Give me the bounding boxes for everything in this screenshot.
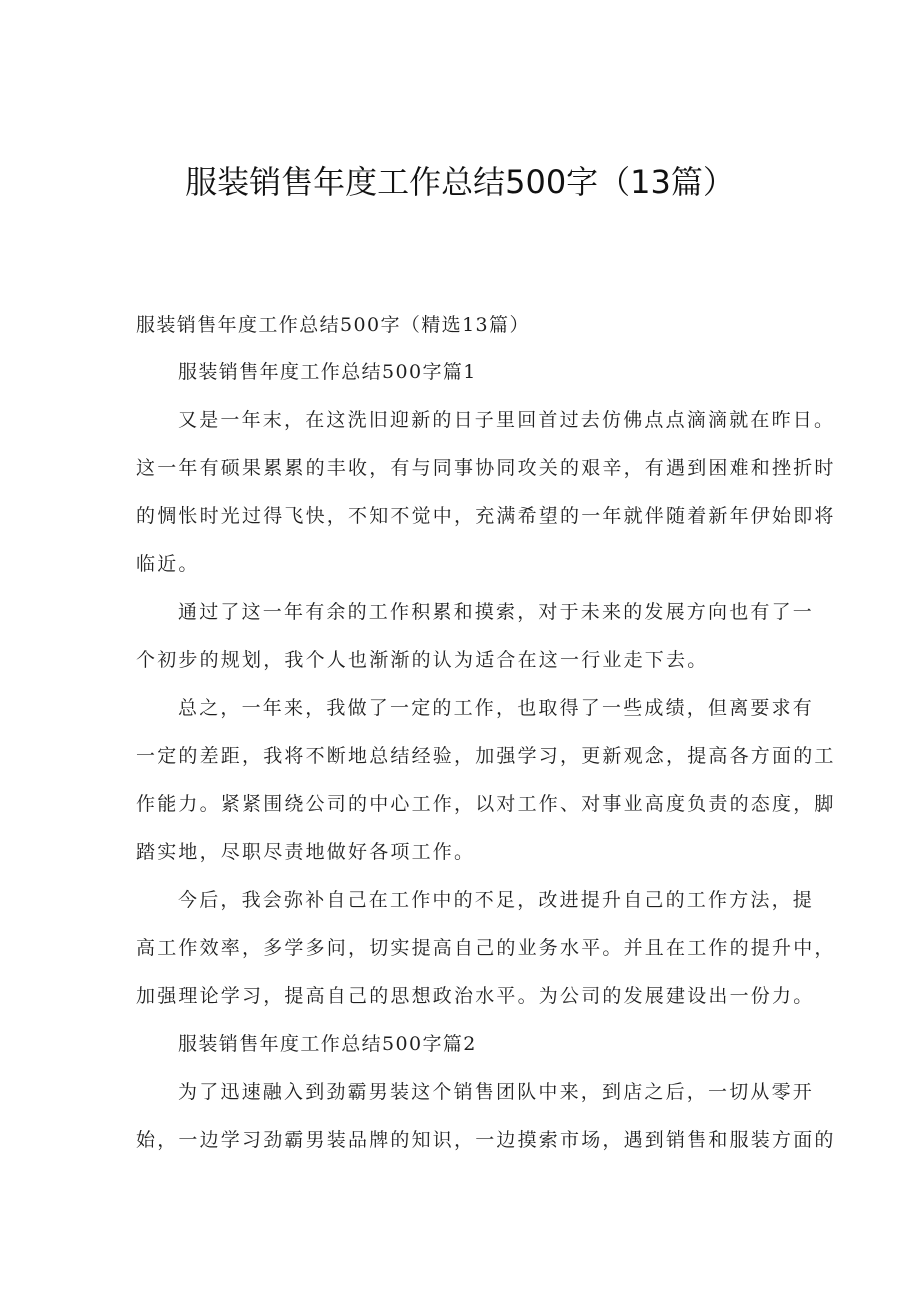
paragraph-line: 这一年有硕果累累的丰收，有与同事协同攻关的艰辛，有遇到困难和挫折时 xyxy=(136,457,836,479)
paragraph-line: 个初步的规划，我个人也渐渐的认为适合在这一行业走下去。 xyxy=(136,649,709,671)
paragraph-line: 通过了这一年有余的工作积累和摸索，对于未来的发展方向也有了一 xyxy=(178,601,815,623)
document-title: 服装销售年度工作总结500字（13篇） xyxy=(185,163,735,201)
paragraph-line: 一定的差距，我将不断地总结经验，加强学习，更新观念，提高各方面的工 xyxy=(136,745,836,767)
section-heading: 服装销售年度工作总结500字篇1 xyxy=(178,361,477,383)
paragraph-line: 高工作效率，多学多问，切实提高自己的业务水平。并且在工作的提升中， xyxy=(136,937,836,959)
paragraph-line: 临近。 xyxy=(136,553,200,575)
section-heading: 服装销售年度工作总结500字篇2 xyxy=(178,1033,477,1055)
paragraph-line: 踏实地，尽职尽责地做好各项工作。 xyxy=(136,841,476,863)
paragraph-line: 作能力。紧紧围绕公司的中心工作，以对工作、对事业高度负责的态度，脚 xyxy=(136,793,836,815)
paragraph-line: 今后，我会弥补自己在工作中的不足，改进提升自己的工作方法，提 xyxy=(178,889,815,911)
paragraph-line: 为了迅速融入到劲霸男装这个销售团队中来，到店之后，一切从零开 xyxy=(178,1081,815,1103)
paragraph-line: 又是一年末，在这洗旧迎新的日子里回首过去仿佛点点滴滴就在昨日。 xyxy=(178,409,836,431)
paragraph-line: 加强理论学习，提高自己的思想政治水平。为公司的发展建设出一份力。 xyxy=(136,985,815,1007)
paragraph-line: 总之，一年来，我做了一定的工作，也取得了一些成绩，但离要求有 xyxy=(178,697,815,719)
paragraph-line: 的惆怅时光过得飞快，不知不觉中，充满希望的一年就伴随着新年伊始即将 xyxy=(136,505,836,527)
paragraph-line: 始，一边学习劲霸男装品牌的知识，一边摸索市场，遇到销售和服装方面的 xyxy=(136,1129,836,1151)
document-subtitle: 服装销售年度工作总结500字（精选13篇） xyxy=(136,314,530,336)
